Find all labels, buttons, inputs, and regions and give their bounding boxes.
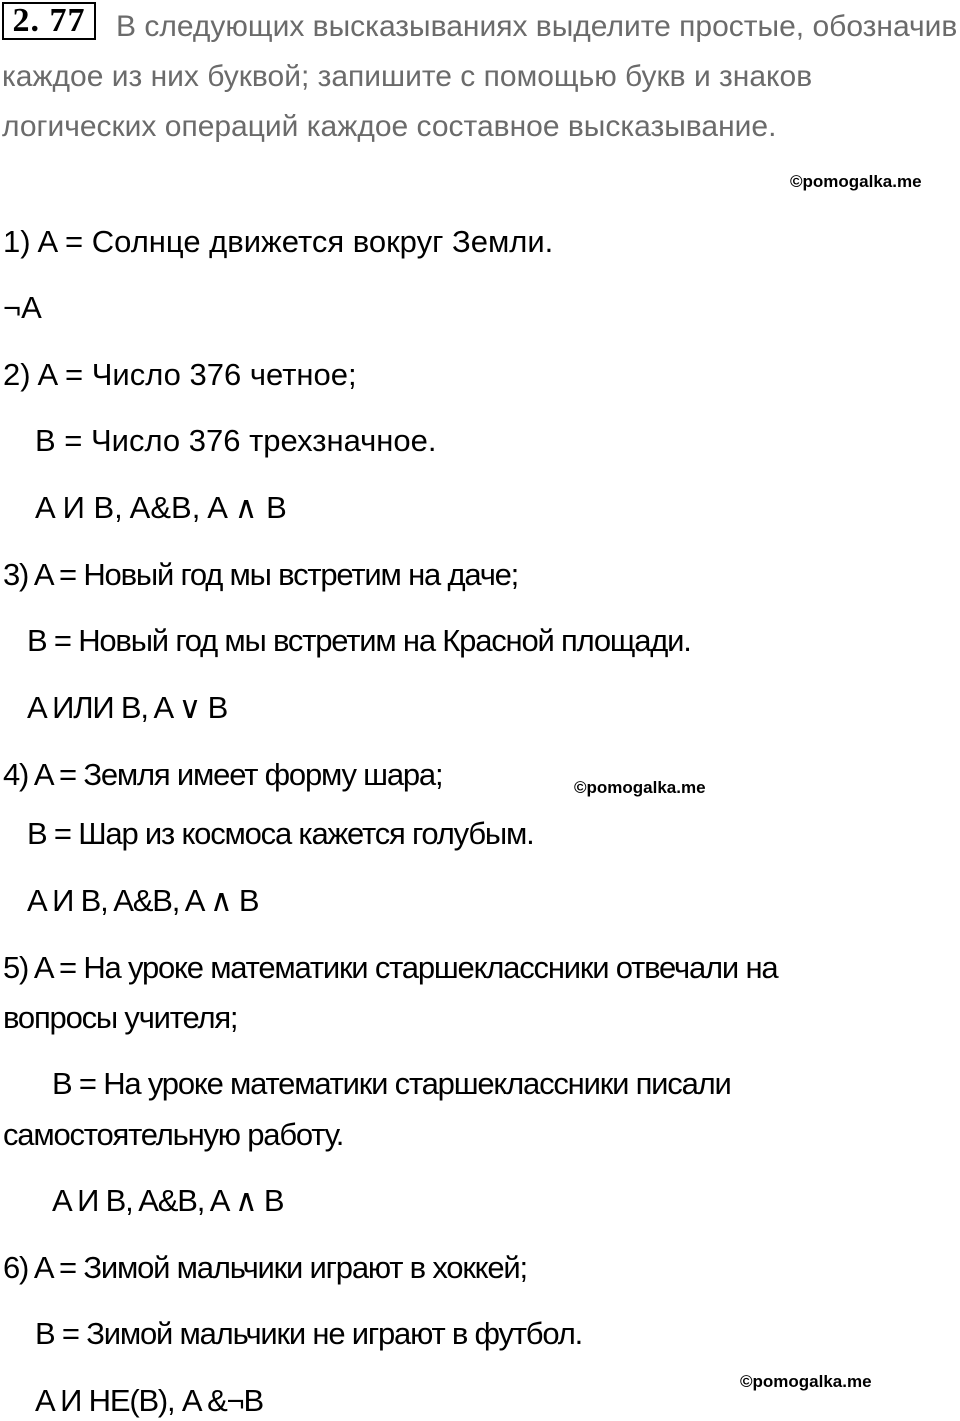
- item-6-statement-b: B = Зимой мальчики не играют в футбол.: [35, 1316, 583, 1351]
- item-1-answer: ¬A: [3, 290, 42, 325]
- item-2-statement-b: B = Число 376 трехзначное.: [35, 423, 437, 458]
- item-5-statement-a-line2: вопросы учителя;: [3, 1000, 238, 1035]
- item-5-statement-b-line2: самостоятельную работу.: [3, 1117, 344, 1152]
- item-2-statement-a: 2) A = Число 376 четное;: [3, 357, 357, 392]
- item-3-statement-a: 3) A = Новый год мы встретим на даче;: [3, 557, 519, 592]
- item-4-statement-a: 4) A = Земля имеет форму шара;: [3, 757, 443, 792]
- item-2-answer: A И B, A&B, A ∧ B: [35, 490, 287, 525]
- item-1-statement-a: 1) A = Солнце движется вокруг Земли.: [3, 224, 554, 259]
- item-6-statement-a: 6) A = Зимой мальчики играют в хоккей;: [3, 1250, 527, 1285]
- item-6-answer: A И НЕ(B), A &¬B: [35, 1383, 263, 1418]
- item-5-statement-a-line1: 5) A = На уроке математики старшеклассники отвечали на: [3, 950, 778, 985]
- item-5-statement-b-line1: B = На уроке математики старшеклассники писали: [52, 1066, 731, 1101]
- item-5-answer: A И B, A&B, A ∧ B: [52, 1183, 284, 1218]
- task-number-badge: 2. 77: [2, 2, 96, 40]
- item-3-statement-b: B = Новый год мы встретим на Красной площади.: [27, 623, 691, 658]
- task-statement: В следующих высказываниях выделите простые, обозначив каждое из них буквой; запишите с помощью букв и знаков логических операций каждое составное высказывание.: [2, 10, 958, 143]
- watermark: ©pomogalka.me: [740, 1372, 872, 1391]
- item-4-answer: A И B, A&B, A ∧ B: [27, 883, 259, 918]
- item-3-answer: A ИЛИ B, A ∨ B: [27, 690, 228, 725]
- watermark: ©pomogalka.me: [574, 778, 706, 797]
- item-4-statement-b: B = Шар из космоса кажется голубым.: [27, 816, 534, 851]
- watermark: ©pomogalka.me: [790, 172, 922, 191]
